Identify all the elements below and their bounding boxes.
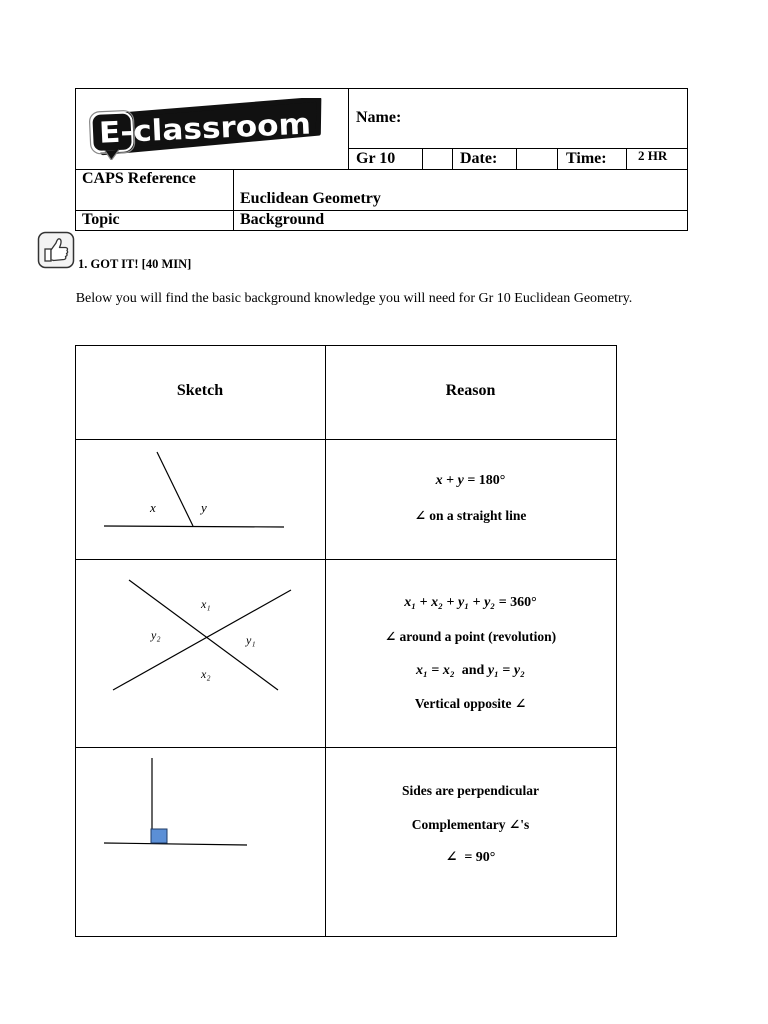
reason-text: Sides are perpendicular [401,783,539,798]
cell-divider [75,210,687,211]
logo-speech-tail [105,150,119,160]
angle-label-y2: y₂ [151,628,161,642]
sketch-row-1 [76,440,325,559]
angle-label-y1: y₁ [246,633,256,647]
angle-label-x1: x₁ [201,597,211,611]
horizontal-line [104,843,247,845]
cell-divider [348,88,349,169]
straight-line [104,526,284,527]
logo-text: E-classroom [98,107,298,150]
angle-label-x2: x₂ [201,667,211,681]
sketch-row-3 [76,748,325,936]
thumbs-up-icon [37,231,75,269]
time-value: 2 HR [638,148,668,163]
column-header-reason: Reason [445,382,496,399]
reason-equation: ∠ = 90° [445,850,496,865]
intro-paragraph: Below you will find the basic background knowledge you will need for Gr 10 Euclidean Geometry. [75,291,633,306]
reason-equation: x₁ = x₂ and y₁ = y₂ [415,663,526,678]
angle-label-y: y [201,500,207,515]
topic-label: Topic [82,211,120,228]
date-label: Date: [460,150,498,167]
cell-divider [233,169,234,230]
caps-reference-value: Euclidean Geometry [240,190,381,207]
reason-equation: x₁ + x₂ + y₁ + y₂ = 360° [404,595,537,610]
reason-text: ∠ around a point (revolution) [384,629,557,644]
sketch-row-2 [76,560,325,747]
reason-text: ∠ on a straight line [414,508,527,523]
caps-reference-label: CAPS Reference [82,170,196,187]
cell-divider [422,148,423,169]
cell-divider [557,148,558,169]
topic-value: Background [240,211,325,228]
e-classroom-logo [88,98,328,160]
time-label: Time: [566,150,607,167]
angle-label-x: x [150,500,156,515]
reason-equation: x + y = 180° [435,473,506,488]
cell-divider [626,148,627,169]
column-header-sketch: Sketch [176,382,224,399]
name-label: Name: [356,109,402,126]
reason-text: Complementary ∠'s [411,817,530,832]
cell-divider [452,148,453,169]
grade-label: Gr 10 [356,150,396,167]
cell-divider [348,148,687,149]
cell-divider [516,148,517,169]
section-title: 1. GOT IT! [40 MIN] [78,257,192,271]
ray-line [157,452,193,526]
right-angle-marker [151,829,167,843]
reason-text: Vertical opposite ∠ [414,696,527,711]
